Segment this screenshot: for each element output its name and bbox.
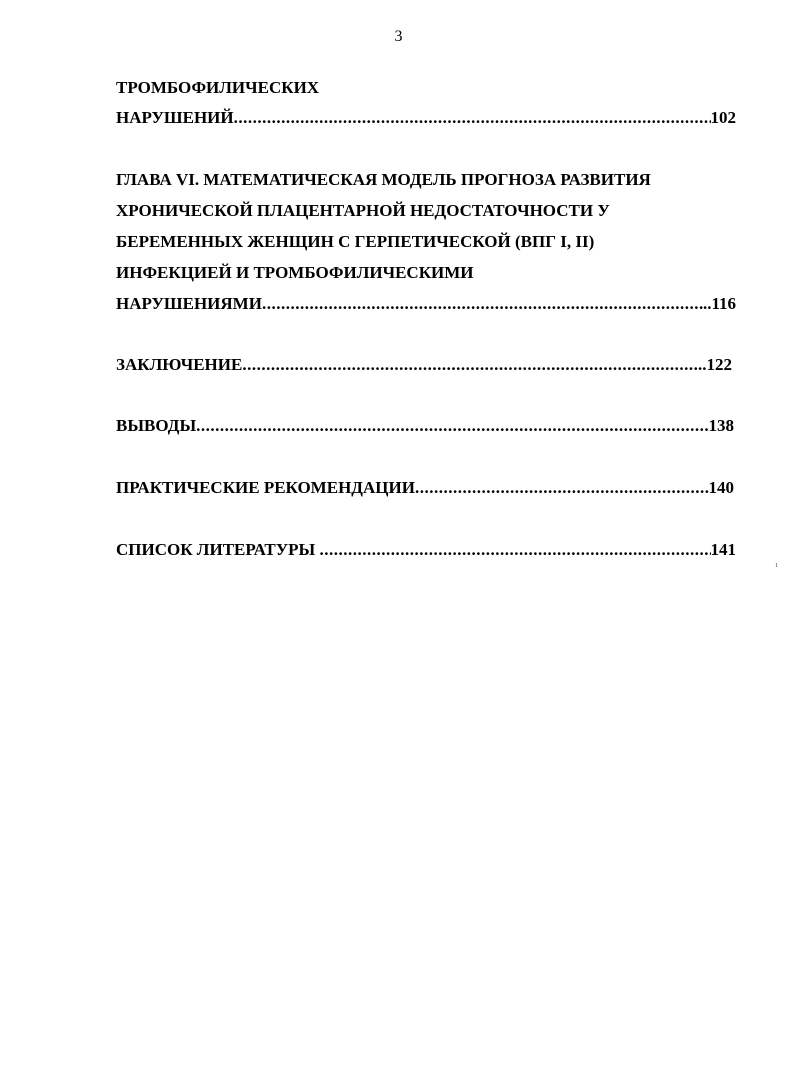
toc-entry-3-label: ЗАКЛЮЧЕНИЕ xyxy=(116,355,243,374)
toc-entry-3-page: ..122 xyxy=(698,355,732,374)
dot-leader xyxy=(415,478,709,498)
toc-entry-4-label: ВЫВОДЫ xyxy=(116,416,197,435)
toc-entry-6[interactable] xyxy=(116,540,736,560)
margin-mark: 1 xyxy=(775,563,778,569)
toc-entry-5-label: ПРАКТИЧЕСКИЕ РЕКОМЕНДАЦИИ xyxy=(116,478,415,497)
toc-entry-1-label: НАРУШЕНИЙ xyxy=(116,108,234,127)
toc-entry-6-label: СПИСОК ЛИТЕРАТУРЫ xyxy=(116,540,320,559)
toc-entry-6-page: 141 xyxy=(710,540,736,559)
dot-leader xyxy=(262,294,703,314)
page-number: 3 xyxy=(394,28,403,45)
toc-entry-1[interactable] xyxy=(116,108,736,128)
toc-entry-2-line-4: ИНФЕКЦИЕЙ И ТРОМБОФИЛИЧЕСКИМИ xyxy=(116,263,474,282)
dot-leader xyxy=(242,355,698,375)
dot-leader xyxy=(234,108,711,128)
toc-entry-1-page: 102 xyxy=(710,108,736,127)
dot-leader xyxy=(320,540,711,560)
toc-entry-4-page: 138 xyxy=(708,416,734,435)
toc-entry-4[interactable] xyxy=(116,416,734,436)
toc-entry-2-line-3: БЕРЕМЕННЫХ ЖЕНЩИН С ГЕРПЕТИЧЕСКОЙ (ВПГ I, II) xyxy=(116,232,595,251)
dot-leader xyxy=(196,416,708,436)
toc-entry-2[interactable] xyxy=(116,294,736,314)
toc-entry-1-line-1: ТРОМБОФИЛИЧЕСКИХ xyxy=(116,78,320,97)
toc-entry-2-page: ..116 xyxy=(702,294,736,313)
toc-entry-2-line-2: ХРОНИЧЕСКОЙ ПЛАЦЕНТАРНОЙ НЕДОСТАТОЧНОСТИ У xyxy=(116,201,610,220)
toc-entry-5[interactable] xyxy=(116,478,734,498)
toc-entry-3[interactable] xyxy=(116,355,732,375)
toc-entry-2-line-1: ГЛАВА VI. МАТЕМАТИЧЕСКАЯ МОДЕЛЬ ПРОГНОЗА РАЗВИТИЯ xyxy=(116,170,651,189)
toc-entry-2-label: НАРУШЕНИЯМИ xyxy=(116,294,262,313)
toc-entry-5-page: 140 xyxy=(708,478,734,497)
